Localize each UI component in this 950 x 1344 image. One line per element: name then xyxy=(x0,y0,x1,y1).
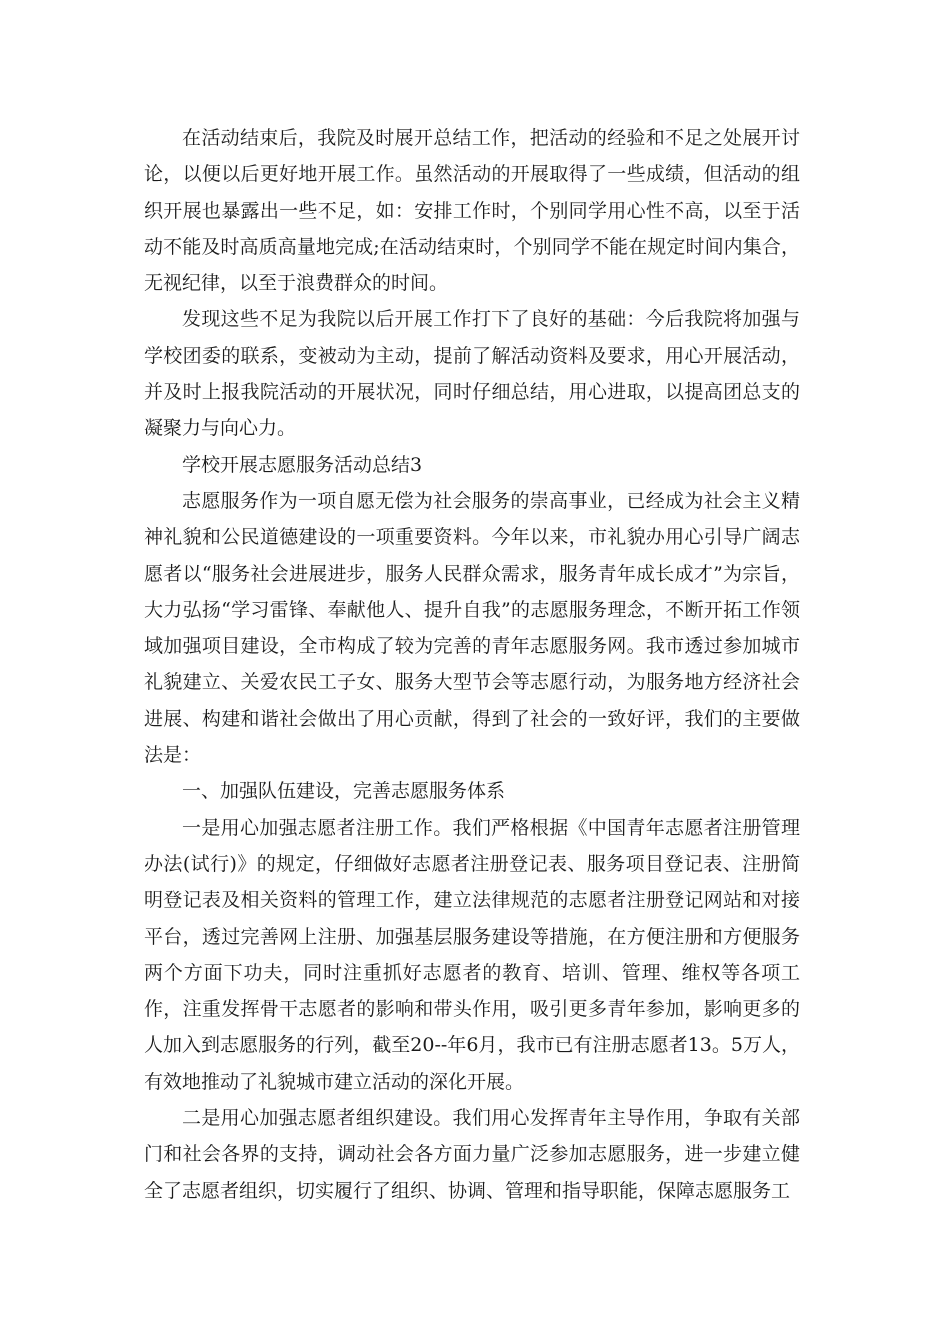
section-heading-team-building: 一、加强队伍建设，完善志愿服务体系 xyxy=(182,780,506,803)
section-title: 学校开展志愿服务活动总结3 xyxy=(182,453,423,476)
paragraph-volunteer-intro: 志愿服务作为一项自愿无偿为社会服务的崇高事业，已经成为社会主义精神礼貌和公民道德建设的一项重要资料。今年以来，市礼貌办用心引导广阔志愿者以“服务社会进展进步，服务人民群众需求，服务青年成长成才”为宗旨，大力弘扬“学习雷锋、奉献他人、提升自我”的志愿服务理念，不断开拓工作领域加强项目建设，全市构成了较为完善的青年志愿服务网。我市透过参加城市礼貌建立、关爱农民工子女、服务大型节会等志愿行动，为服务地方经济社会进展、构建和谐社会做出了用心贡献，得到了社会的一致好评，我们的主要做法是： xyxy=(144,489,800,767)
paragraph-improvement-plan: 发现这些不足为我院以后开展工作打下了良好的基础：今后我院将加强与学校团委的联系，变被动为主动，提前了解活动资料及要求，用心开展活动，并及时上报我院活动的开展状况，同时仔细总结，用心进取，以提高团总支的凝聚力与向心力。 xyxy=(144,308,800,440)
document-body xyxy=(144,120,800,1209)
paragraph-registration-work: 一是用心加强志愿者注册工作。我们严格根据《中国青年志愿者注册管理办法(试行)》的规定，仔细做好志愿者注册登记表、服务项目登记表、注册简明登记表及相关资料的管理工作，建立法律规范的志愿者注册登记网站和对接平台，透过完善网上注册、加强基层服务建设等措施，在方便注册和方便服务两个方面下功夫，同时注重抓好志愿者的教育、培训、管理、维权等各项工作，注重发挥骨干志愿者的影响和带头作用，吸引更多青年参加，影响更多的人加入到志愿服务的行列，截至20--年6月，我市已有注册志愿者13。5万人，有效地推动了礼貌城市建立活动的深化开展。 xyxy=(144,816,800,1093)
paragraph-activity-review: 在活动结束后，我院及时展开总结工作，把活动的经验和不足之处展开讨论，以便以后更好地开展工作。虽然活动的开展取得了一些成绩，但活动的组织开展也暴露出一些不足，如：安排工作时，个别同学用心性不高，以至于活动不能及时高质高量地完成;在活动结束时，个别同学不能在规定时间内集合，无视纪律，以至于浪费群众的时间。 xyxy=(144,127,800,295)
paragraph-organization-building: 二是用心加强志愿者组织建设。我们用心发挥青年主导作用，争取有关部门和社会各界的支持，调动社会各方面力量广泛参加志愿服务，进一步建立健全了志愿者组织，切实履行了组织、协调、管理和指导职能，保障志愿服务工 xyxy=(144,1107,800,1202)
